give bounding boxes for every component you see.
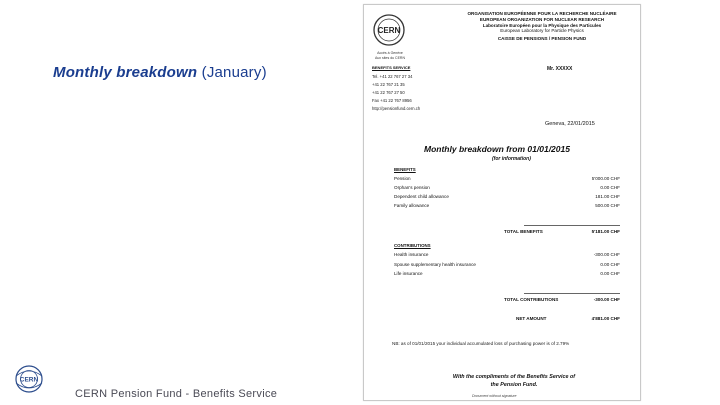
org-line: European Laboratory for Particle Physics [500, 28, 584, 34]
divider [524, 225, 620, 226]
contact-line: Tel. +41 22 767 27 34 [372, 74, 413, 79]
recipient-ref: Mr. XXXXX [547, 66, 573, 72]
document-heading: Monthly breakdown from 01/01/2015 [424, 144, 570, 154]
organisation-header [452, 11, 632, 42]
cern-logo-icon [12, 362, 46, 396]
contribution-label: Spouse supplementary health insurance [394, 262, 476, 267]
contribution-row [394, 252, 620, 261]
total-contributions-label: TOTAL CONTRIBUTIONS [504, 297, 559, 302]
document-cern-logo-icon [371, 12, 407, 48]
slide-title [53, 64, 267, 81]
net-amount-value: 4'881.00 CHF [591, 316, 620, 321]
benefit-value: 0.00 CHF [600, 185, 620, 190]
benefit-label: Family allowance [394, 203, 430, 208]
benefit-value: 500.00 CHF [595, 203, 620, 208]
net-amount-label: NET AMOUNT [516, 316, 547, 321]
contribution-label: Health insurance [394, 252, 429, 257]
benefit-value: 181.00 CHF [595, 194, 620, 199]
document-subheading: (for information) [492, 156, 531, 162]
slide-footer: CERN Pension Fund - Benefits Service [75, 388, 278, 400]
svg-text:CERN: CERN [19, 376, 39, 384]
org-line: Laboratoire Européen pour la Physique des Particules [482, 22, 602, 28]
org-line: EUROPEAN ORGANIZATION FOR NUCLEAR RESEARCH [479, 16, 605, 22]
benefit-row [394, 203, 620, 212]
contact-block [372, 73, 420, 113]
slide-title-main: Monthly breakdown [53, 64, 198, 81]
total-benefits-value: 5'181.00 CHF [591, 229, 620, 234]
divider [524, 293, 620, 294]
contribution-row [394, 271, 620, 280]
purchasing-power-note: NB: as of 01/01/2015 your individual accumulated loss of purchasing power is of 2.79% [392, 341, 570, 346]
slide-title-month: (January) [197, 64, 267, 81]
document-date: Geneva, 22/01/2015 [545, 121, 595, 127]
benefit-label: Orphan's pension [394, 185, 430, 190]
logo-caption-line: Aux sites du CERN [375, 55, 405, 60]
unsigned-note: Document without signature [472, 394, 517, 398]
benefit-row [394, 185, 620, 194]
contribution-row [394, 262, 620, 271]
document-logo-text: CERN [377, 26, 401, 35]
org-line: ORGANISATION EUROPÉENNE POUR LA RECHERCHE NUCLÉAIRE [467, 11, 617, 16]
breakdown-document [363, 4, 641, 401]
benefit-row [394, 176, 620, 185]
contributions-title: CONTRIBUTIONS [394, 243, 431, 248]
benefit-row [394, 194, 620, 203]
contact-line: http://pensionfund.cern.ch [372, 106, 421, 111]
total-contributions-value: -300.00 CHF [593, 297, 620, 302]
benefit-label: Pension [394, 176, 411, 181]
benefit-value: 5'000.00 CHF [591, 176, 620, 181]
contact-line: Fax +41 22 767 8956 [372, 98, 412, 103]
logo-caption-line: Accès à Genève [377, 51, 403, 55]
contact-line: +41 22 767 21 35 [372, 82, 405, 87]
contribution-value: -300.00 CHF [593, 252, 620, 257]
compliments-line: the Pension Fund. [490, 382, 538, 388]
benefits-title: BENEFITS [394, 167, 416, 172]
document-logo-caption [370, 51, 410, 60]
contribution-label: Life insurance [394, 271, 423, 276]
contact-line: +41 22 767 27 50 [372, 90, 405, 95]
benefit-label: Dependent child allowance [394, 194, 449, 199]
contribution-value: 0.00 CHF [600, 271, 620, 276]
total-benefits-label: TOTAL BENEFITS [504, 229, 543, 234]
service-title: BENEFITS SERVICE [372, 65, 411, 70]
compliments-text [424, 373, 604, 389]
org-line: CAISSE DE PENSIONS / PENSION FUND [497, 36, 587, 42]
contribution-value: 0.00 CHF [600, 262, 620, 267]
compliments-line: With the compliments of the Benefits Service of [452, 374, 576, 380]
